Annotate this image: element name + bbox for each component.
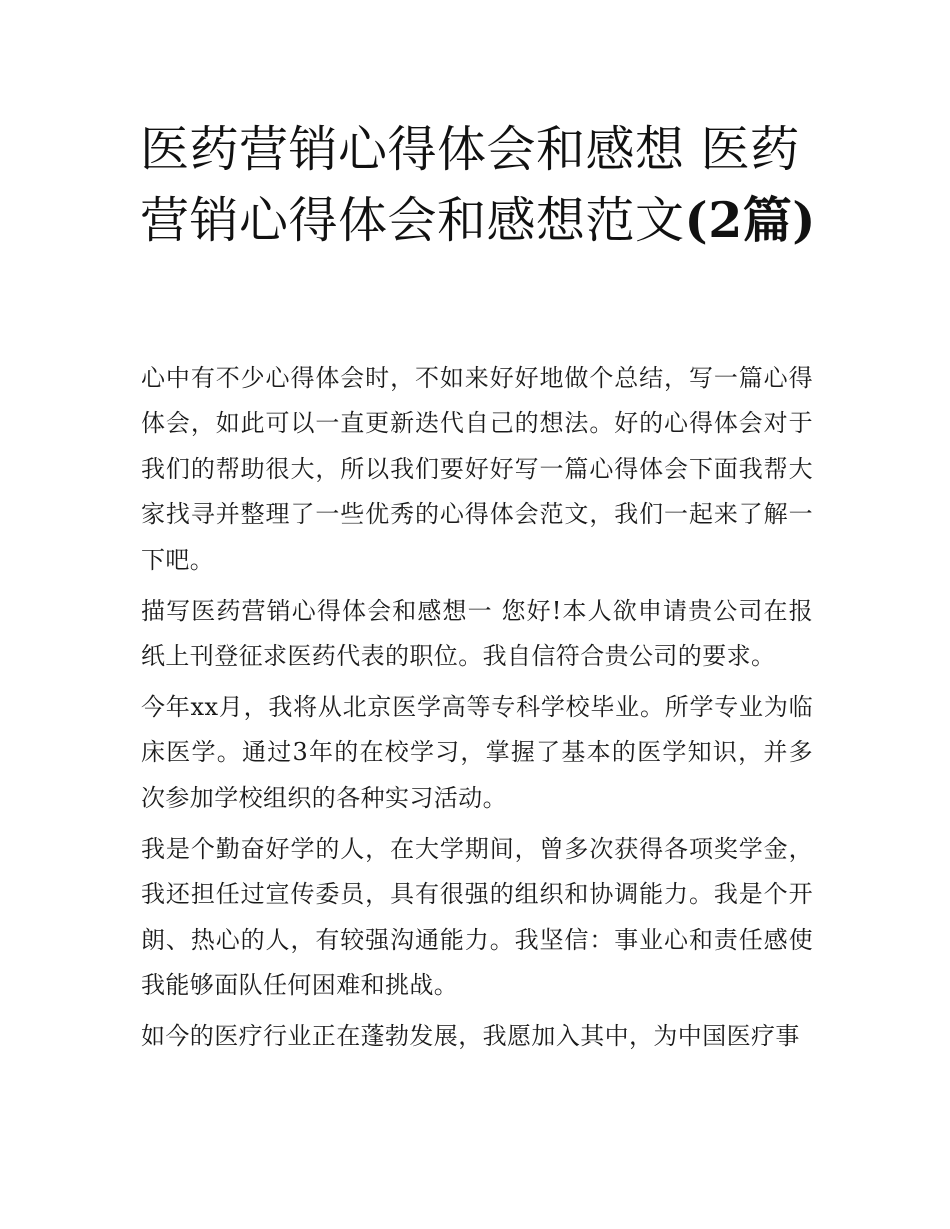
paragraph-education: 今年xx月，我将从北京医学高等专科学校毕业。所学专业为临床医学。通过3年的在校学习，掌握了基本的医学知识，并多次参加学校组织的各种实习活动。 [141, 693, 813, 812]
paragraph-industry: 如今的医疗行业正在蓬勃发展，我愿加入其中，为中国医疗事 [141, 1022, 800, 1051]
document-title-tail: (2篇) [684, 191, 816, 249]
paragraph-intro: 心中有不少心得体会时，不如来好好地做个总结，写一篇心得体会，如此可以一直更新迭代自己的想法。好的心得体会对于我们的帮助很大，所以我们要好好写一篇心得体会下面我帮大家找寻并整理了一些优秀的心得体会范文，我们一起来了解一下吧。 [141, 364, 813, 574]
paragraph-personality: 我是个勤奋好学的人，在大学期间，曾多次获得各项奖学金，我还担任过宣传委员，具有很强的组织和协调能力。我是个开朗、热心的人，有较强沟通能力。我坚信：事业心和责任感使我能够面队任何困难和挑战。 [141, 834, 813, 1000]
paragraph-application: 描写医药营销心得体会和感想一 您好!本人欲申请贵公司在报纸上刊登征求医药代表的职位。我自信符合贵公司的要求。 [141, 596, 813, 671]
document-body [141, 356, 813, 1065]
document-title [140, 114, 820, 256]
document-title-main: 医药营销心得体会和感想 医药营销心得体会和感想范文 [140, 121, 800, 249]
